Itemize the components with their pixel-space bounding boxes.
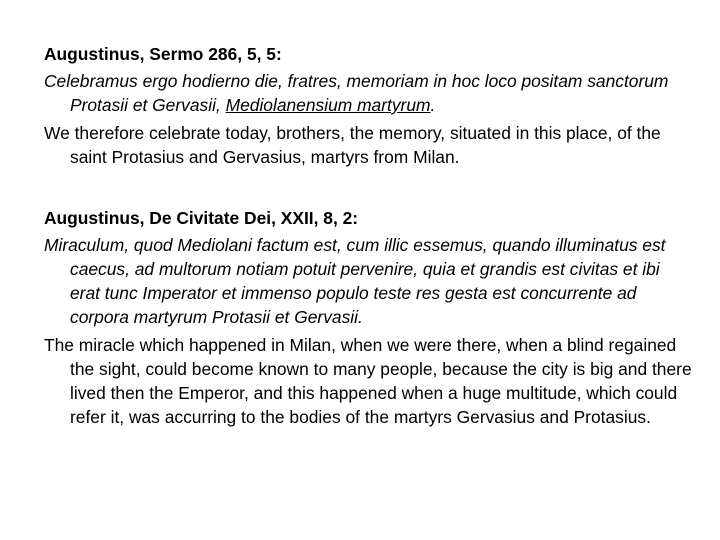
underlined-phrase: Mediolanensium martyrum <box>225 95 431 115</box>
english-translation: The miracle which happened in Milan, when we were there, when a blind regained the sight, could become known to many people, because the city is big and there lived then the Emperor, and this happened when a huge multitude, which could refer it, was accurring to the bodies of the martyrs Gervasius and Protasius. <box>44 335 692 427</box>
citation-de-civitate-dei <box>44 206 694 433</box>
english-translation: We therefore celebrate today, brothers, the memory, situated in this place, of the saint Protasius and Gervasius, martyrs from Milan. <box>44 123 661 167</box>
citation-heading: Augustinus, De Civitate Dei, XXII, 8, 2: <box>44 208 359 228</box>
latin-quote-text: Celebramus ergo hodierno die, fratres, memoriam in hoc loco positam sanctorum Protasii et Gervasii, <box>44 71 669 115</box>
latin-quote <box>44 69 694 117</box>
citation-heading: Augustinus, Sermo 286, 5, 5: <box>44 44 282 64</box>
latin-quote-end: . <box>430 95 436 115</box>
citation-sermo-286 <box>44 42 694 173</box>
latin-quote: Miraculum, quod Mediolani factum est, cum illic essemus, quando illuminatus est caecus, ad multorum notiam potuit pervenire, quia et grandis est civitas et ibi erat tunc Imperator et immenso populo teste res gesta est concurrente ad corpora martyrum Protasii et Gervasii. <box>44 235 666 327</box>
